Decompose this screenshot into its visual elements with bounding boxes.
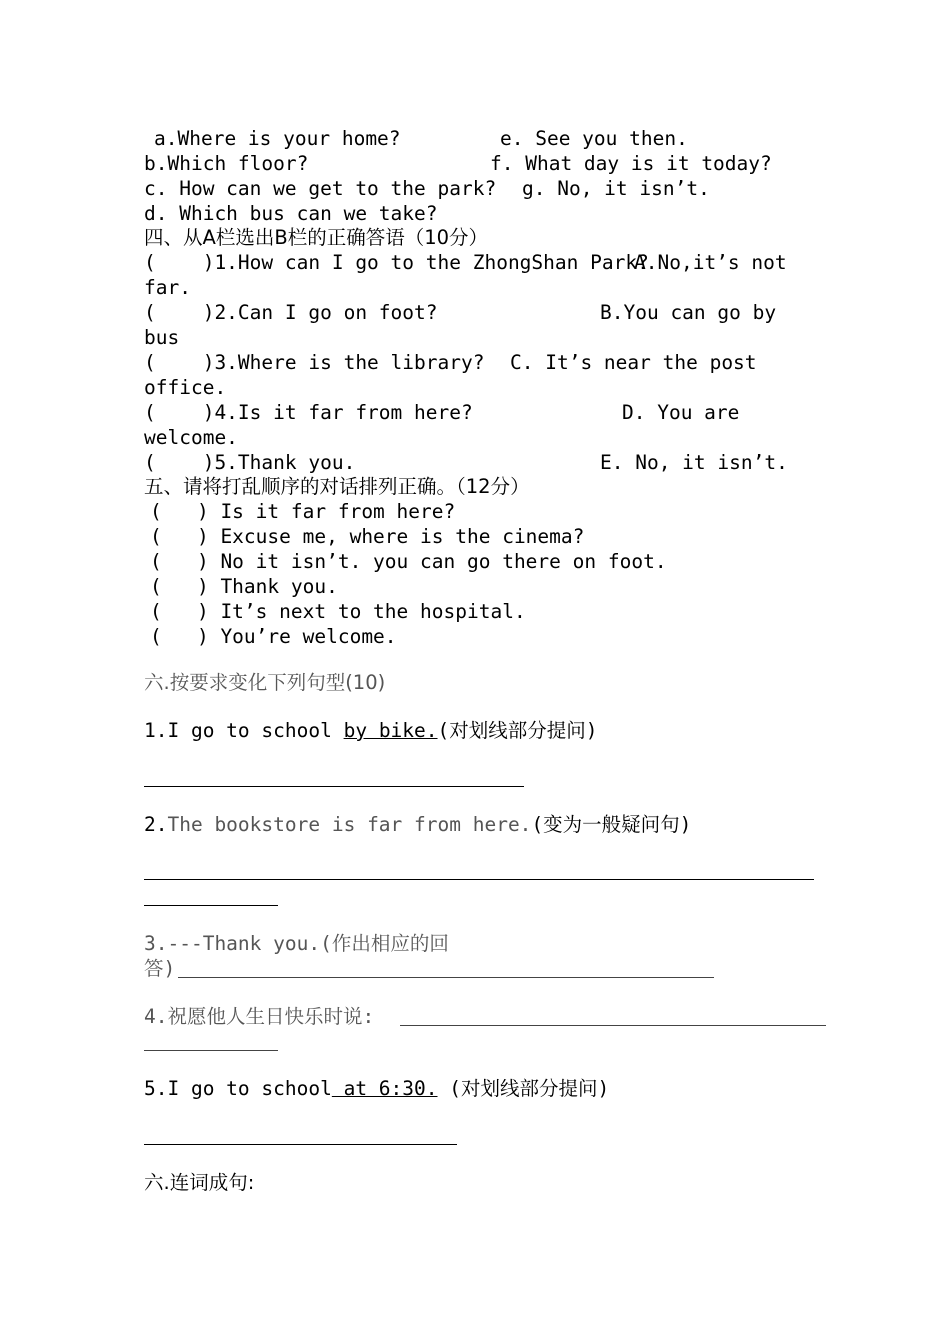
answer-line-4b[interactable] xyxy=(144,1050,278,1051)
answer-line-2a[interactable] xyxy=(144,879,814,880)
s4-answer-c-cont: office. xyxy=(144,376,227,399)
s4-question-1: ( )1.How can I go to the ZhongShan Park? xyxy=(144,251,649,274)
s6-q2-instruction: (变为一般疑问句) xyxy=(531,813,692,836)
s6-question-1 xyxy=(144,718,598,743)
answer-line-3[interactable] xyxy=(178,977,714,978)
s6-q1-instruction: (对划线部分提问) xyxy=(437,719,598,742)
s4-answer-d-cont: welcome. xyxy=(144,426,238,449)
s4-answer-d: D. You are xyxy=(622,401,740,424)
option-g: g. No, it isn’t. xyxy=(522,177,710,200)
s5-item-4: ( ) Thank you. xyxy=(150,575,338,598)
answer-line-5[interactable] xyxy=(144,1144,457,1145)
s6-q2-number: 2. xyxy=(144,813,168,836)
section7-title: 六.连词成句: xyxy=(144,1171,255,1194)
s4-answer-e: E. No, it isn’t. xyxy=(600,451,788,474)
s6-question-3-line1: 3.---Thank you.(作出相应的回 xyxy=(144,932,449,955)
s4-answer-a: A.No,it’s not xyxy=(634,251,787,274)
option-b: b.Which floor? xyxy=(144,152,309,175)
section4-title: 四、从A栏选出B栏的正确答语（10分） xyxy=(144,226,489,249)
s6-q5-instruction: (对划线部分提问) xyxy=(437,1077,610,1100)
option-c: c. How can we get to the park? xyxy=(144,177,497,200)
option-d: d. Which bus can we take? xyxy=(144,202,438,225)
s5-item-6: ( ) You’re welcome. xyxy=(150,625,397,648)
s5-item-2: ( ) Excuse me, where is the cinema? xyxy=(150,525,585,548)
option-e: e. See you then. xyxy=(500,127,688,150)
section6-title: 六.按要求变化下列句型(10) xyxy=(144,671,386,694)
s5-item-1: ( ) Is it far from here? xyxy=(150,500,456,523)
s6-q5-prefix: 5.I go to school xyxy=(144,1077,332,1100)
s6-question-5 xyxy=(144,1076,609,1101)
s6-q5-underlined: at 6:30. xyxy=(331,1077,438,1100)
section5-title: 五、请将打乱顺序的对话排列正确。（12分） xyxy=(144,475,530,498)
s5-item-5: ( ) It’s next to the hospital. xyxy=(150,600,526,623)
s5-item-3: ( ) No it isn’t. you can go there on foot. xyxy=(150,550,667,573)
s4-question-2: ( )2.Can I go on foot? xyxy=(144,301,438,324)
s4-question-3: ( )3.Where is the library? xyxy=(144,351,485,374)
s6-q1-prefix: 1.I go to school xyxy=(144,719,344,742)
answer-line-4a[interactable] xyxy=(400,1025,826,1026)
answer-line-1[interactable] xyxy=(144,786,524,787)
s4-answer-c: C. It’s near the post xyxy=(510,351,757,374)
s6-question-4: 4.祝愿他人生日快乐时说: xyxy=(144,1005,375,1028)
s4-question-4: ( )4.Is it far from here? xyxy=(144,401,473,424)
s6-q2-text: The bookstore is far from here. xyxy=(167,813,532,836)
s4-answer-b: B.You can go by xyxy=(600,301,777,324)
s6-question-2 xyxy=(144,812,691,837)
s4-question-5: ( )5.Thank you. xyxy=(144,451,356,474)
s6-q1-underlined: by bike. xyxy=(343,719,438,742)
option-f: f. What day is it today? xyxy=(490,152,772,175)
s4-answer-b-cont: bus xyxy=(144,326,180,349)
s6-question-3-line2: 答) xyxy=(144,957,176,980)
option-a: a.Where is your home? xyxy=(154,127,401,150)
answer-line-2b[interactable] xyxy=(144,905,278,906)
s4-answer-a-cont: far. xyxy=(144,276,191,299)
